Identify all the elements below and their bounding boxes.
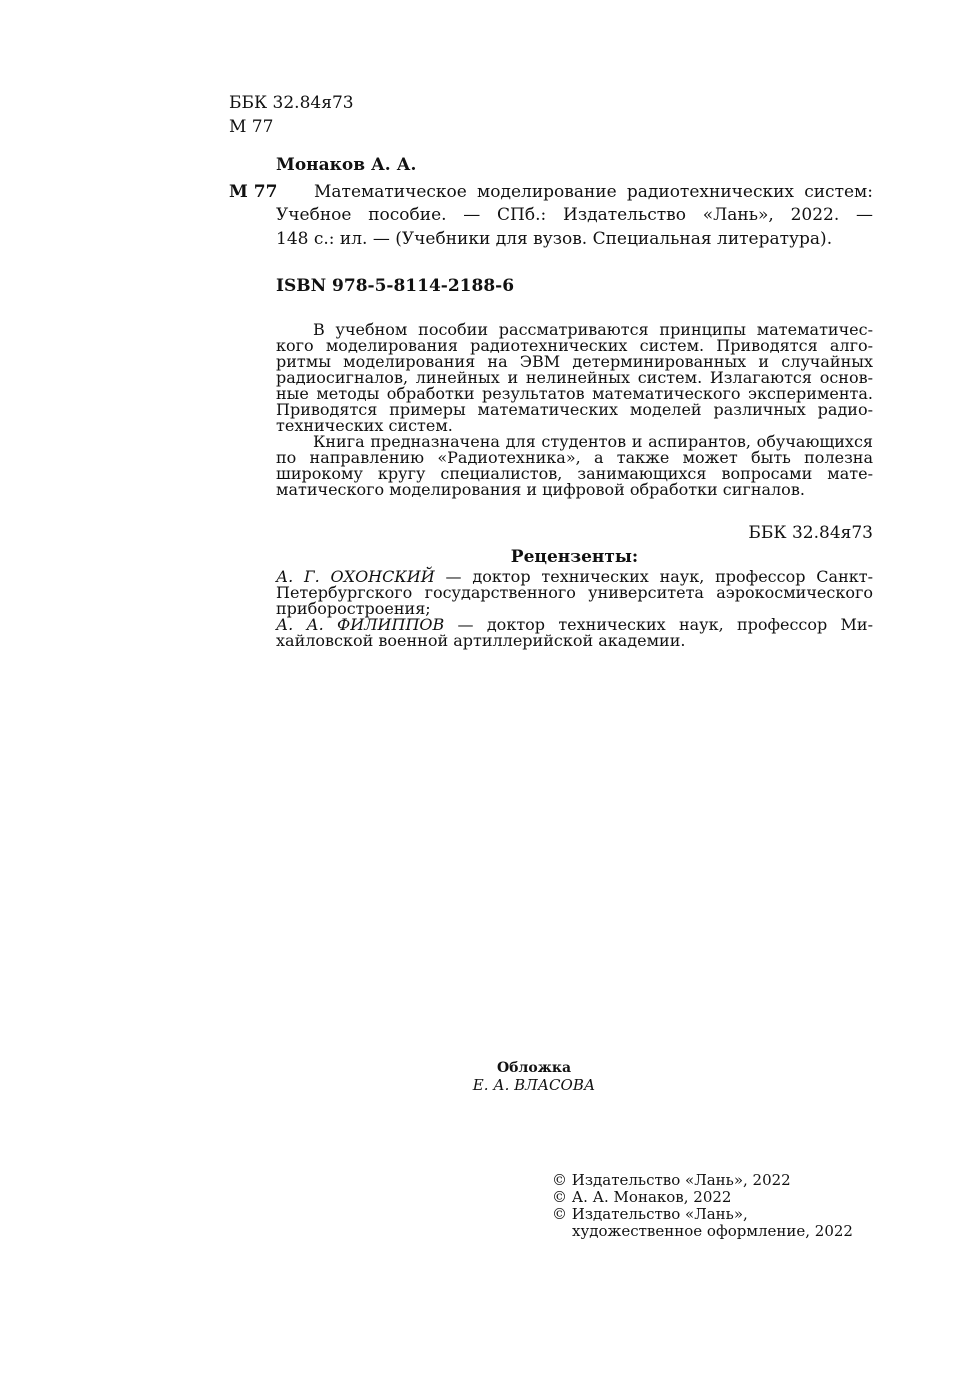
author-index-top: М 77 — [229, 117, 274, 137]
reviewer-line: приборостроения; — [276, 599, 431, 618]
annotation — [276, 322, 873, 498]
copyright-line: художественное оформление, 2022 — [572, 1222, 853, 1240]
annotation-line: матического моделирования и цифровой обработки сигналов. — [276, 480, 805, 499]
annotation-line: В учебном пособии рассматриваются принципы математичес- — [313, 320, 873, 339]
reviewer-name: А. А. ФИЛИППОВ — [276, 615, 445, 634]
annotation-line: ные методы обработки результатов математического эксперимента. — [276, 384, 873, 403]
annotation-line: Приводятся примеры математических моделей различных радио- — [276, 400, 873, 419]
annotation-line: ритмы моделирования на ЭВМ детерминированных и случайных — [276, 352, 873, 371]
bib-line-1: Математическое моделирование радиотехнических систем: — [314, 182, 873, 202]
bbk-code-top: ББК 32.84я73 — [229, 93, 354, 113]
cover-designer: Е. А. ВЛАСОВА — [472, 1076, 596, 1094]
reviewer-text: — доктор технических наук, профессор Санкт- — [434, 567, 873, 586]
copyright-line: © Издательство «Лань», — [552, 1205, 748, 1223]
annotation-line: кого моделирования радиотехнических систем. Приводятся алго- — [276, 336, 873, 355]
reviewer-name: А. Г. ОХОНСКИЙ — [276, 567, 435, 586]
reviewer-line: хайловской военной артиллерийской академии. — [276, 631, 686, 650]
annotation-line: широкому кругу специалистов, занимающихся вопросами мате- — [276, 464, 873, 483]
annotation-line: Книга предназначена для студентов и аспирантов, обучающихся — [313, 432, 873, 451]
reviewer-line: Петербургского государственного университета аэрокосмического — [276, 583, 873, 602]
copyright-line: © Издательство «Лань», 2022 — [552, 1171, 791, 1189]
author-name: Монаков А. А. — [276, 155, 417, 175]
copyright-line: © А. А. Монаков, 2022 — [552, 1188, 732, 1206]
isbn: ISBN 978-5-8114-2188-6 — [276, 276, 515, 296]
bib-line-2: Учебное пособие. — СПб.: Издательство «Лань», 2022. — — [276, 205, 873, 225]
annotation-line: по направлению «Радиотехника», а также может быть полезна — [276, 448, 873, 467]
author-index: М 77 — [229, 182, 278, 202]
bbk-code-bottom: ББК 32.84я73 — [748, 523, 873, 543]
reviewers-list — [276, 569, 873, 649]
bib-line-3: 148 с.: ил. — (Учебники для вузов. Специальная литература). — [276, 229, 833, 249]
annotation-line: технических систем. — [276, 416, 453, 435]
reviewers-heading: Рецензенты: — [510, 547, 639, 567]
reviewer-text: — доктор технических наук, профессор Ми- — [444, 615, 873, 634]
copyright-block — [552, 1172, 853, 1240]
annotation-line: радиосигналов, линейных и нелинейных систем. Излагаются основ- — [276, 368, 873, 387]
cover-label: Обложка — [496, 1060, 572, 1076]
